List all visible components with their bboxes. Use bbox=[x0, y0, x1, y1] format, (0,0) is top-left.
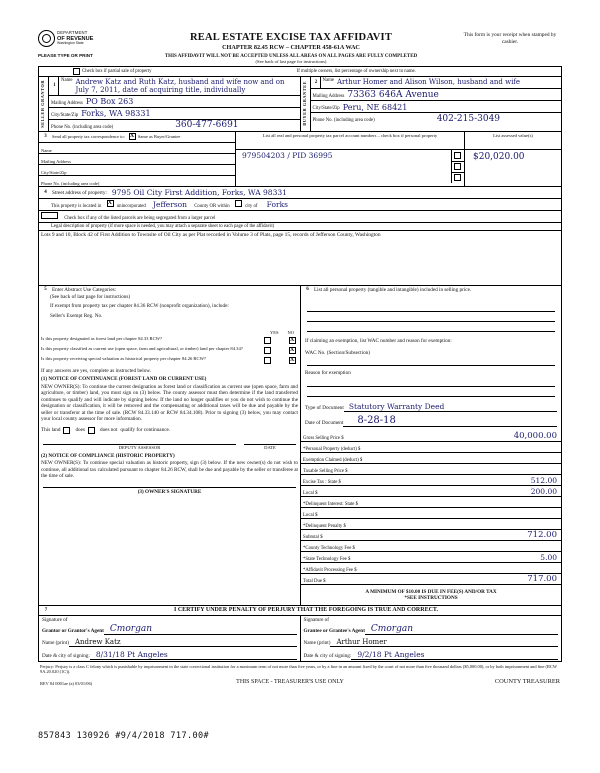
qualify-label: qualify for continuance. bbox=[120, 426, 171, 433]
tax-line-label: *Delinquent Interest: State $ bbox=[303, 501, 359, 507]
grantor-sig-label: Signature of bbox=[42, 617, 68, 624]
tax-line-value[interactable]: 200.00 bbox=[530, 486, 557, 496]
county-name-value[interactable]: Jefferson bbox=[153, 199, 188, 209]
tax-line-value[interactable]: 717.00 bbox=[527, 573, 557, 584]
tax-line-label: Subtotal $ bbox=[303, 534, 323, 540]
current-use-question-row bbox=[39, 345, 300, 355]
correspondence-section-number: 3 bbox=[44, 134, 47, 140]
tax-line-row bbox=[301, 574, 561, 585]
legal-label-row bbox=[39, 223, 561, 231]
current-use-question: Is this property classified as current use (open space, farm and agricultural, or timber) land per chapter 84.34? bbox=[41, 345, 243, 351]
tax-line-row bbox=[301, 519, 561, 530]
assessed-block bbox=[465, 132, 561, 186]
signature-section bbox=[38, 616, 562, 662]
parcel-header: List all real and personal property tax parcel account numbers – check box if personal property bbox=[236, 132, 464, 150]
form-warning-sub: (See back of last page for instructions) bbox=[255, 59, 327, 64]
perjury-text: Perjury: Perjury is a class C felony which is punishable by imprisonment in the state correctional institution for a maximum term of not more than five years, or by a fine in an amount fixed by the court of not more than five thousand dollars ($5,000.00), or by both imprisonment and fine (RCW 9A.20.020 (1C)). bbox=[40, 663, 557, 675]
tax-line-row bbox=[301, 431, 561, 442]
unincorporated-checkbox[interactable]: X bbox=[107, 199, 112, 206]
personal-property-label: List all personal property (tangible and intangible) included in selling price. bbox=[314, 286, 472, 293]
partial-sale-checkbox[interactable] bbox=[73, 68, 80, 75]
minimum-due-note: A MINIMUM OF $10.00 IS DUE IN FEE(S) AND/OR TAX bbox=[365, 588, 497, 595]
grantor-sig-label2: Grantor or Grantor's Agent bbox=[42, 628, 104, 635]
assessor-signature-row bbox=[39, 438, 300, 445]
buyer-name-value[interactable]: Arthur Homer and Alison Wilson, husband and wife bbox=[336, 78, 521, 86]
county-treasurer-label: COUNTY TREASURER bbox=[494, 678, 560, 686]
notice-continuance-title: (1) NOTICE OF CONTINUANCE (FOREST LAND OR CURRENT USE) bbox=[41, 376, 207, 383]
tax-line-value[interactable]: 512.00 bbox=[530, 475, 557, 485]
tax-line-label: *State Technology Fee $ bbox=[303, 556, 351, 562]
exemption-claim-label: If claiming an exemption, list WAC number and reason for exemption: bbox=[305, 338, 452, 345]
document-date-row bbox=[301, 412, 561, 427]
notice-compliance-body: NEW OWNER(S): To continue special valuation as historic property, sign (3) below. If the new owner(s) do not wish to continue, all additional tax calculated pursuant to chapter 84.26 RCW, shall be due and payable by the seller or transferee at the time of sale. bbox=[41, 460, 298, 480]
buyer-name-label: Name bbox=[322, 78, 334, 83]
correspondence-block bbox=[39, 132, 236, 186]
buyer-mailing-value[interactable]: 73363 646A Avenue bbox=[347, 89, 439, 100]
segregated-note: Check box if any of the listed parcels are being segregated from a larger parcel bbox=[64, 215, 216, 221]
assessed-header: List assessed value(s) bbox=[465, 132, 561, 150]
historic-question: Is this property receiving special valuation as historical property per chapter 84.26 RCW? bbox=[41, 355, 206, 361]
title-block bbox=[124, 28, 458, 64]
seller-citystatezip-value[interactable]: Forks, WA 98331 bbox=[81, 109, 151, 119]
footer-block bbox=[38, 662, 562, 686]
seller-section-number: 1 bbox=[51, 77, 59, 95]
same-as-buyer-label: Same as Buyer/Grantee bbox=[137, 134, 181, 140]
grantee-name-label: Name (print) bbox=[303, 640, 331, 647]
same-as-buyer-checkbox[interactable]: X bbox=[129, 133, 135, 140]
tax-line-label: *Affidavit Processing Fee $ bbox=[303, 567, 357, 573]
tax-line-row bbox=[301, 475, 561, 486]
assessor-labels-row bbox=[39, 445, 300, 450]
tax-line-row bbox=[301, 442, 561, 453]
forest-land-yes-checkbox[interactable] bbox=[264, 337, 271, 344]
grantor-signature-block bbox=[39, 616, 301, 661]
city-label: city of bbox=[245, 203, 258, 209]
right-section-number: 6 bbox=[306, 287, 309, 293]
unincorporated-label: unincorporated bbox=[116, 203, 146, 209]
owner-signature-label: (3) OWNER'S SIGNATURE bbox=[137, 488, 202, 495]
tax-line-value[interactable]: 5.00 bbox=[540, 552, 557, 562]
document-type-row bbox=[301, 397, 561, 412]
forest-land-question-row bbox=[39, 335, 300, 345]
historic-no-checkbox[interactable]: X bbox=[290, 356, 295, 363]
city-value[interactable]: Forks bbox=[266, 199, 288, 209]
correspondence-row bbox=[39, 132, 561, 187]
historic-question-row bbox=[39, 355, 300, 365]
tax-line-row bbox=[301, 530, 561, 541]
dept-line3: Washington State bbox=[57, 41, 84, 46]
buyer-mailing-label: Mailing Address bbox=[312, 94, 345, 99]
tax-line-value[interactable]: 712.00 bbox=[527, 529, 557, 540]
buyer-citystatezip-label: City/State/Zip bbox=[312, 106, 340, 111]
seller-name-label: Name bbox=[61, 78, 73, 83]
seller-phone-value[interactable]: 360-477-6691 bbox=[175, 120, 239, 131]
personal-property-checkbox-1[interactable] bbox=[454, 152, 461, 159]
treasurer-row bbox=[40, 675, 560, 686]
corr-citystatezip-label: City/State/Zip bbox=[41, 169, 67, 175]
abstract-use-title: Enter Abstract Use Categories: bbox=[52, 286, 117, 293]
affidavit-form bbox=[38, 28, 562, 686]
receipt-note: This form is your receipt when stamped by cashier. bbox=[463, 32, 557, 46]
does-qualify-checkbox[interactable] bbox=[63, 427, 70, 434]
located-label: This property is located in bbox=[51, 203, 102, 209]
grantee-date-label: Date & city of signing: bbox=[303, 653, 352, 660]
document-date-label: Date of Document bbox=[305, 420, 344, 427]
legal-description-label: Legal description of property (if more space is needed, you may attach a separate sheet to each page of the affidavit) bbox=[51, 223, 275, 229]
rev-number: REV 84 0001ae (a) 03/01/06) bbox=[40, 680, 93, 686]
current-use-no-checkbox[interactable]: X bbox=[290, 346, 295, 353]
yes-label: YES bbox=[269, 329, 279, 335]
tax-line-label: Local $ bbox=[303, 512, 318, 518]
notice-compliance-title: (2) NOTICE OF COMPLIANCE (HISTORIC PROPERTY) bbox=[41, 452, 175, 459]
personal-property-checkbox-3[interactable] bbox=[454, 174, 461, 181]
does-not-label: does not bbox=[99, 426, 118, 433]
certify-section-number: 7 bbox=[44, 607, 48, 613]
tax-line-label: *Personal Property (deduct) $ bbox=[303, 446, 361, 452]
segregated-checkbox[interactable] bbox=[41, 212, 58, 219]
certify-row bbox=[38, 606, 562, 617]
corr-name-label: Name bbox=[41, 147, 52, 153]
seller-mailing-label: Mailing Address bbox=[51, 100, 83, 106]
seller-tab-label: SELLER GRANTOR bbox=[40, 79, 46, 128]
forest-land-no-checkbox[interactable]: X bbox=[290, 336, 295, 343]
buyer-block bbox=[311, 77, 562, 131]
county-or-label: County OR within bbox=[194, 203, 230, 209]
seller-mailing-value[interactable]: PO Box 263 bbox=[85, 97, 134, 107]
does-label: does bbox=[75, 426, 85, 433]
corr-phone-label: Phone No. (including area code) bbox=[41, 180, 100, 186]
assessor-date-label: DATE bbox=[264, 444, 276, 450]
located-row bbox=[39, 199, 561, 211]
buyer-citystatezip-value[interactable]: Peru, NE 68421 bbox=[342, 102, 408, 112]
grantor-date-label: Date & city of signing: bbox=[42, 653, 90, 660]
multi-owner-note: If multiple owners, list percentage of ownership next to name. bbox=[296, 69, 416, 74]
form-header bbox=[38, 28, 562, 64]
tax-line-row bbox=[301, 453, 561, 464]
tax-line-label: Excise Tax : State $ bbox=[303, 479, 341, 485]
tax-line-row bbox=[301, 497, 561, 508]
lower-section bbox=[38, 286, 562, 606]
legal-description-value[interactable]: Lots 9 and 10, Block 42 of First Addition to Townsite of Oil City as per Plat recorded in Volume 3 of Plats, page 15, records of Jefferson County, Washington bbox=[41, 231, 381, 238]
buyer-phone-value[interactable]: 402-215-3049 bbox=[436, 113, 501, 124]
assessed-value[interactable]: $20,020.00 bbox=[473, 151, 525, 162]
buyer-tab bbox=[301, 77, 311, 131]
grantor-name-label: Name (print) bbox=[42, 640, 69, 647]
partial-sale-row bbox=[39, 67, 561, 77]
seller-tab bbox=[39, 77, 49, 131]
form-warning: THIS AFFIDAVIT WILL NOT BE ACCEPTED UNLESS ALL AREAS ON ALL PAGES ARE FULLY COMPLETED bbox=[164, 54, 418, 59]
tax-line-label: Gross Selling Price $ bbox=[303, 435, 344, 441]
street-address-label: Street address of property: bbox=[52, 190, 107, 197]
document-type-label: Type of Document bbox=[305, 405, 344, 412]
tax-line-row bbox=[301, 563, 561, 574]
abstract-use-sub1: (See back of last page for instructions) bbox=[50, 294, 131, 301]
tax-line-value[interactable]: 40,000.00 bbox=[513, 430, 557, 441]
partial-sale-label: Check box if partial sale of property bbox=[82, 69, 152, 74]
parcel-block bbox=[236, 132, 465, 186]
historic-yes-checkbox[interactable] bbox=[264, 357, 271, 364]
document-date-value[interactable]: 8-28-18 bbox=[343, 415, 557, 427]
exempt-reg-label: Seller's Exempt Reg. No. bbox=[50, 313, 103, 320]
corr-mailing-label: Mailing Address bbox=[41, 158, 71, 164]
document-type-value[interactable]: Statutory Warranty Deed bbox=[344, 402, 557, 412]
left-section-number: 5 bbox=[44, 287, 47, 293]
certify-text: I CERTIFY UNDER PENALTY OF PERJURY THAT THE FOREGOING IS TRUE AND CORRECT. bbox=[173, 606, 438, 613]
correspondence-send-label: Send all property tax correspondence to: bbox=[52, 134, 125, 140]
property-section-number: 4 bbox=[44, 189, 47, 195]
tax-line-row bbox=[301, 486, 561, 497]
tax-line-row bbox=[301, 541, 561, 552]
forest-land-question: Is this property designated as forest land per chapter 84.33 RCW? bbox=[41, 335, 163, 341]
buyer-tab-label: BUYER GRANTEE bbox=[301, 81, 307, 127]
tax-line-row bbox=[301, 464, 561, 475]
tax-line-row bbox=[301, 508, 561, 519]
street-address-value[interactable]: 9795 Oil City First Addition, Forks, WA 98331 bbox=[111, 187, 287, 197]
see-instructions-note: *SEE INSTRUCTIONS bbox=[404, 595, 458, 602]
treasurer-use-label: THIS SPACE - TREASURER'S USE ONLY bbox=[236, 678, 344, 685]
abstract-use-sub2: If exempt from property tax per chapter 84.36 RCW (nonprofit organization), include: bbox=[50, 302, 229, 309]
state-seal-icon bbox=[38, 30, 55, 47]
deputy-assessor-label: DEPUTY ASSESSOR bbox=[118, 444, 161, 450]
form-title: REAL ESTATE EXCISE TAX AFFIDAVIT bbox=[189, 32, 393, 43]
continuance-qualify-row bbox=[39, 423, 300, 438]
grantee-signature-block bbox=[301, 616, 562, 661]
grantor-signature-value[interactable]: Cmorgan bbox=[104, 624, 297, 635]
grantor-name-value[interactable]: Andrew Katz bbox=[69, 638, 297, 647]
does-not-qualify-checkbox[interactable] bbox=[88, 427, 95, 434]
right-column bbox=[301, 286, 561, 605]
tax-line-label: *County Technology Fee $ bbox=[303, 545, 355, 551]
tax-line-label: Local $ bbox=[303, 490, 318, 496]
answers-note: If any answers are yes, complete as instructed below. bbox=[41, 367, 152, 374]
dept-line1: DEPARTMENT bbox=[57, 29, 88, 35]
tax-line-label: Taxable Selling Price $ bbox=[303, 468, 348, 474]
reason-exemption-label: Reason for exemption bbox=[305, 370, 351, 377]
tax-line-label: Exemption Claimed (deduct) $ bbox=[303, 457, 363, 463]
buyer-phone-label: Phone No. (including area code) bbox=[312, 118, 375, 123]
grantee-date-value[interactable]: 9/2/18 Pt Angeles bbox=[351, 650, 558, 660]
grantor-date-value[interactable]: 8/31/18 Pt Angeles bbox=[90, 650, 297, 660]
tax-line-label: *Delinquent Penalty $ bbox=[303, 523, 346, 529]
main-box bbox=[38, 66, 562, 286]
grantee-sig-label: Signature of bbox=[303, 617, 329, 624]
wac-number-label: WAC No. (Section/Subsection) bbox=[305, 349, 370, 356]
segregated-row bbox=[39, 211, 561, 223]
seller-phone-label: Phone No. (including area code) bbox=[51, 124, 114, 130]
tax-line-label: Total Due $ bbox=[303, 578, 326, 584]
notice-continuance-body: NEW OWNER(S): To continue the current designation as forest land or classification as current use (open space, farm and agriculture, or timber) land, you must sign on (3) below. The county assessor must then determine if the land transferred continues to qualify and will indicate by signing below. If the land no longer qualifies or you do not wish to continue the designation or classification, it will be removed and the compensating or additional taxes will be due and payable by the seller or transferor at the time of sale. (RCW 84.33.140 or RCW 84.34.108). Prior to signing (3) below, you may contact your local county assessor for more information. bbox=[41, 383, 298, 423]
tax-calculation-table bbox=[301, 431, 561, 585]
parties-row bbox=[39, 77, 561, 132]
current-use-yes-checkbox[interactable] bbox=[264, 347, 271, 354]
street-address-row bbox=[39, 187, 561, 199]
grantee-name-value[interactable]: Arthur Homer bbox=[330, 638, 558, 647]
this-land-label: This land bbox=[41, 426, 61, 433]
treasurer-stamp: 857843 130926 #9/4/2018 717.00# bbox=[38, 731, 210, 741]
grantee-sig-label2: Grantee or Grantee's Agent bbox=[303, 628, 365, 635]
grantee-signature-value[interactable]: Cmorgan bbox=[365, 624, 558, 635]
dept-line2: OF REVENUE bbox=[57, 35, 94, 42]
seller-block bbox=[49, 77, 301, 131]
seller-name-value[interactable]: Andrew Katz and Ruth Katz, husband and wife now and on July 7, 2011, date of acquiring title, individually bbox=[75, 78, 285, 95]
legal-description-block bbox=[39, 231, 561, 285]
agency-logo bbox=[38, 28, 124, 58]
no-label: NO bbox=[287, 329, 294, 335]
please-type-label: PLEASE TYPE OR PRINT bbox=[38, 53, 93, 58]
buyer-section-number: 2 bbox=[313, 77, 321, 88]
parcel-value[interactable]: 979504203 / PID 36995 bbox=[242, 150, 333, 160]
seller-citystatezip-label: City/State/Zip bbox=[51, 112, 79, 118]
form-chapter: CHAPTER 82.45 RCW – CHAPTER 458-61A WAC bbox=[222, 44, 360, 51]
city-checkbox[interactable] bbox=[235, 200, 242, 207]
tax-line-row bbox=[301, 552, 561, 563]
left-column bbox=[39, 286, 301, 605]
personal-property-checkbox-2[interactable] bbox=[454, 163, 461, 170]
